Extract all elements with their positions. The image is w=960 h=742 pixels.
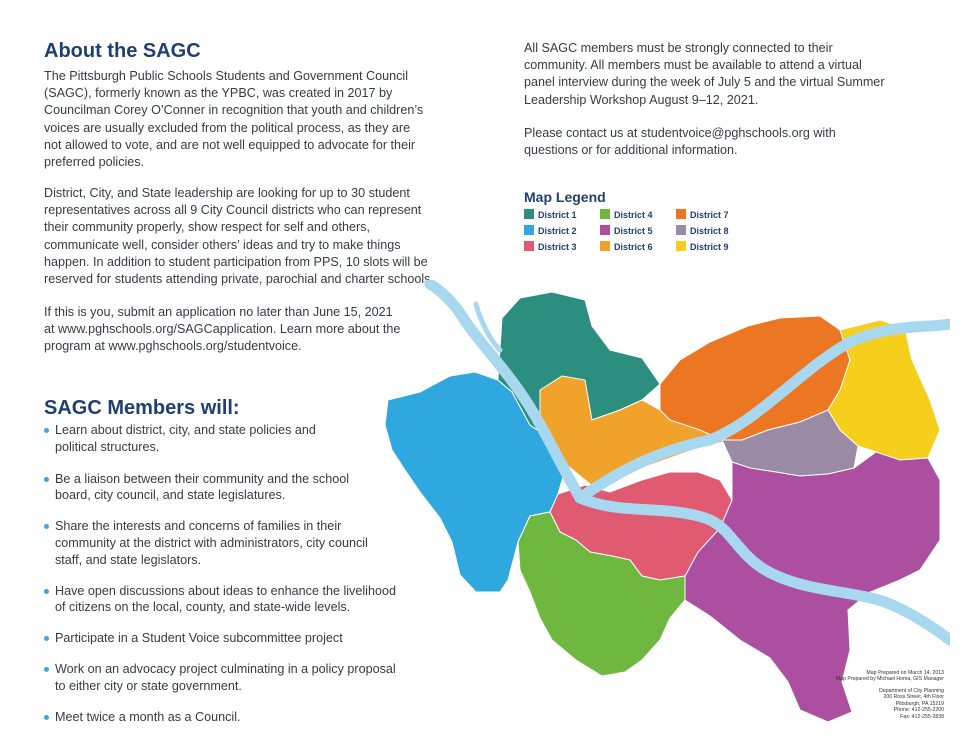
list-item — [44, 661, 414, 695]
text-line: Councilman Corey O’Conner in recognition that youth and children’s — [44, 103, 424, 118]
map-credit — [836, 670, 944, 683]
legend-label: District 7 — [690, 210, 729, 220]
legend-swatch — [600, 209, 610, 219]
text-line: their community properly, show respect for self and others, — [44, 220, 370, 235]
legend-label: District 6 — [614, 242, 653, 252]
legend-item — [600, 241, 653, 252]
bullet-icon — [44, 477, 49, 482]
text-line: panel interview during the week of July 5 and the virtual Summer — [524, 75, 885, 90]
list-item — [44, 518, 414, 568]
legend-item — [600, 225, 653, 236]
text-line: program at www.pghschools.org/studentvoice. — [44, 339, 302, 354]
text-line: Phone: 412-255-2200 — [893, 707, 944, 714]
legend-title: Map Legend — [524, 189, 606, 205]
legend-swatch — [600, 225, 610, 235]
legend-label: District 8 — [690, 226, 729, 236]
text-line: not allowed to vote, and are not well equipped to advocate for their — [44, 137, 416, 152]
legend-swatch — [524, 225, 534, 235]
members-heading: SAGC Members will: — [44, 397, 240, 419]
text-line: Fax: 412-255-2838 — [900, 713, 944, 720]
map-credit-department — [879, 688, 944, 720]
about-paragraph-2 — [44, 185, 474, 288]
bullet-icon — [44, 667, 49, 672]
legend-label: District 1 — [538, 210, 577, 220]
legend-label: District 9 — [690, 242, 729, 252]
text-line: Be a liaison between their community and the school — [55, 471, 350, 486]
text-line: Learn about district, city, and state policies and — [55, 423, 316, 437]
right-paragraph-1 — [524, 40, 944, 109]
text-line: Map Prepared by Michael Homa, GIS Manager — [835, 676, 944, 683]
legend-item — [524, 209, 577, 220]
list-item — [44, 630, 414, 647]
text-line: Department of City Planning — [879, 688, 944, 694]
text-line: Leadership Workshop August 9–12, 2021. — [524, 92, 759, 107]
legend-item — [600, 209, 653, 220]
text-line: (SAGC), formerly known as the YPBC, was created in 2017 by — [44, 86, 393, 101]
text-line: If this is you, submit an application no later than June 15, 2021 — [44, 305, 393, 319]
text-line: questions or for additional information. — [524, 143, 738, 158]
text-line: reserved for students attending private, parochial and charter schools. — [44, 272, 434, 287]
legend-item — [524, 225, 577, 236]
right-paragraph-2 — [524, 125, 944, 159]
text-line: Pittsburgh, PA 15219 — [895, 700, 944, 707]
bullet-icon — [44, 428, 49, 433]
list-item — [44, 583, 414, 617]
text-line: preferred policies. — [44, 155, 145, 170]
text-line: political structures. — [55, 439, 160, 454]
text-line: happen. In addition to student participation from PPS, 10 slots will be — [44, 254, 428, 269]
legend-swatch — [524, 209, 534, 219]
legend-swatch — [524, 241, 534, 251]
legend-swatch — [676, 225, 686, 235]
members-list — [44, 422, 414, 725]
text-line: Work on an advocacy project culminating in a policy proposal — [55, 661, 396, 676]
text-line: community. All members must be available to attend a virtual — [524, 58, 862, 73]
about-paragraph-1 — [44, 68, 464, 171]
bullet-icon — [44, 636, 49, 641]
text-line: District, City, and State leadership are looking for up to 30 student — [44, 186, 410, 200]
text-line: 200 Ross Street, 4th Floor — [883, 694, 944, 701]
legend-label: District 3 — [538, 242, 577, 252]
text-line: communicate well, consider others’ ideas and try to make things — [44, 237, 401, 252]
text-line: staff, and state legislators. — [55, 552, 202, 567]
about-heading: About the SAGC — [44, 40, 201, 62]
list-item — [44, 471, 414, 505]
list-item — [44, 422, 414, 456]
text-line: All SAGC members must be strongly connected to their — [524, 41, 833, 55]
bullet-icon — [44, 524, 49, 529]
text-line: Map Prepared on March 14, 2013 — [866, 670, 944, 676]
text-line: to either city or state government. — [55, 678, 242, 693]
text-line: Have open discussions about ideas to enhance the livelihood — [55, 583, 396, 598]
bullet-icon — [44, 715, 49, 720]
legend-swatch — [676, 209, 686, 219]
legend-label: District 4 — [614, 210, 653, 220]
legend-label: District 5 — [614, 226, 653, 236]
legend-swatch — [676, 241, 686, 251]
text-line: board, city council, and state legislatures. — [55, 488, 286, 503]
text-line: voices are usually excluded from the political process, as they are — [44, 120, 411, 135]
legend-item — [676, 209, 729, 220]
legend-item — [676, 225, 729, 236]
list-item — [44, 709, 414, 726]
bullet-icon — [44, 589, 49, 594]
text-line: Participate in a Student Voice subcommittee project — [55, 631, 343, 646]
text-line: of citizens on the local, county, and state-wide levels. — [55, 600, 351, 615]
district-map — [380, 280, 950, 730]
legend-item — [676, 241, 729, 252]
text-line: at www.pghschools.org/SAGCapplication. Learn more about the — [44, 322, 401, 337]
legend-item — [524, 241, 577, 252]
legend-swatch — [600, 241, 610, 251]
text-line: community at the district with administrators, city council — [55, 535, 368, 550]
text-line: Meet twice a month as a Council. — [55, 709, 241, 724]
text-line: The Pittsburgh Public Schools Students and Government Council — [44, 69, 409, 83]
text-line: Share the interests and concerns of families in their — [55, 519, 342, 534]
text-line: Please contact us at studentvoice@pghschools.org with — [524, 126, 836, 140]
text-line: representatives across all 9 City Council districts who can represent — [44, 203, 422, 218]
legend-label: District 2 — [538, 226, 577, 236]
